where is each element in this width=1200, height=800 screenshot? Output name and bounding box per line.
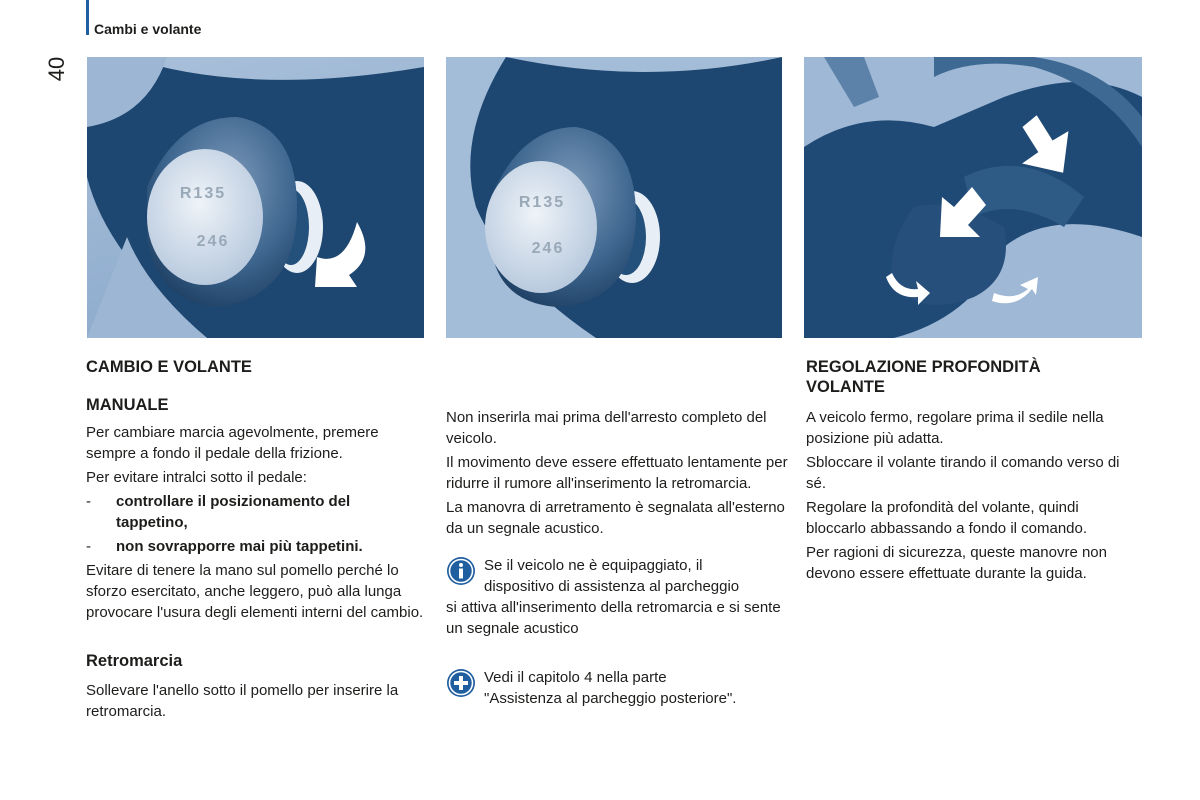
gear-pattern-top-label: R135 [518,194,566,211]
info-note-line: Se il veicolo ne è equipaggiato, il [484,557,703,574]
section-title: CAMBIO E VOLANTE [86,358,252,376]
reference-note-line: "Assistenza al parcheggio posteriore". [484,690,737,707]
column-steering [806,357,1140,587]
paragraph: Sollevare l'anello sotto il pomello per inserire la retromarcia. [86,682,399,720]
paragraph: A veicolo fermo, regolare prima il sedile nella posizione più adatta. [806,409,1104,447]
paragraph: Il movimento deve essere effettuato lentamente per ridurre il rumore all'inserimento la retromarcia. [446,454,788,492]
paragraph: Regolare la profondità del volante, quindi bloccarlo abbassando a fondo il comando. [806,499,1088,537]
steering-column-illustration [804,57,1142,338]
section-label: Cambi e volante [94,21,202,37]
list-item [86,491,426,533]
section-title: REGOLAZIONE PROFONDITÀ VOLANTE [806,358,1041,396]
list-item-text: non sovrapporre mai più tappetini. [116,538,363,555]
plus-icon [446,668,476,698]
paragraph: Per evitare intralci sotto il pedale: [86,469,307,486]
list-item [86,536,426,557]
subsection-title: MANUALE [86,396,169,414]
reverse-heading: Retromarcia [86,652,183,670]
paragraph: La manovra di arretramento è segnalata all'esterno da un segnale acustico. [446,499,785,537]
list-dash: - [86,538,91,555]
gear-knob-reverse-illustration [87,57,424,338]
gear-knob-ring-illustration [446,57,782,338]
column-gearbox [86,357,426,725]
info-note-line: dispositivo di assistenza al parcheggio [484,578,740,595]
list-item-text: controllare il posizionamento del tappetino, [116,493,351,531]
paragraph: Evitare di tenere la mano sul pomello perché lo sforzo esercitato, anche leggero, può alla lunga provocare l'usura degli elementi interni del cambio. [86,562,424,621]
gear-pattern-top-label: R135 [179,185,227,202]
page-number: 40 [44,56,69,82]
reference-note-line: Vedi il capitolo 4 nella parte [484,669,667,686]
list-dash: - [86,493,91,510]
info-note [446,555,788,639]
info-icon [446,556,476,586]
reference-note [446,667,788,709]
paragraph: Per ragioni di sicurezza, queste manovre non devono essere effettuate durante la guida. [806,544,1107,582]
paragraph: Sbloccare il volante tirando il comando verso di sé. [806,454,1120,492]
header-accent-bar [86,0,89,35]
gear-pattern-bottom-label: 246 [196,233,230,250]
column-reverse [446,407,788,709]
gear-pattern-bottom-label: 246 [531,240,565,257]
paragraph: Per cambiare marcia agevolmente, premere sempre a fondo il pedale della frizione. [86,424,379,462]
info-note-text: si attiva all'inserimento della retromarcia e si sente un segnale acustico [446,599,781,637]
paragraph: Non inserirla mai prima dell'arresto completo del veicolo. [446,409,767,447]
